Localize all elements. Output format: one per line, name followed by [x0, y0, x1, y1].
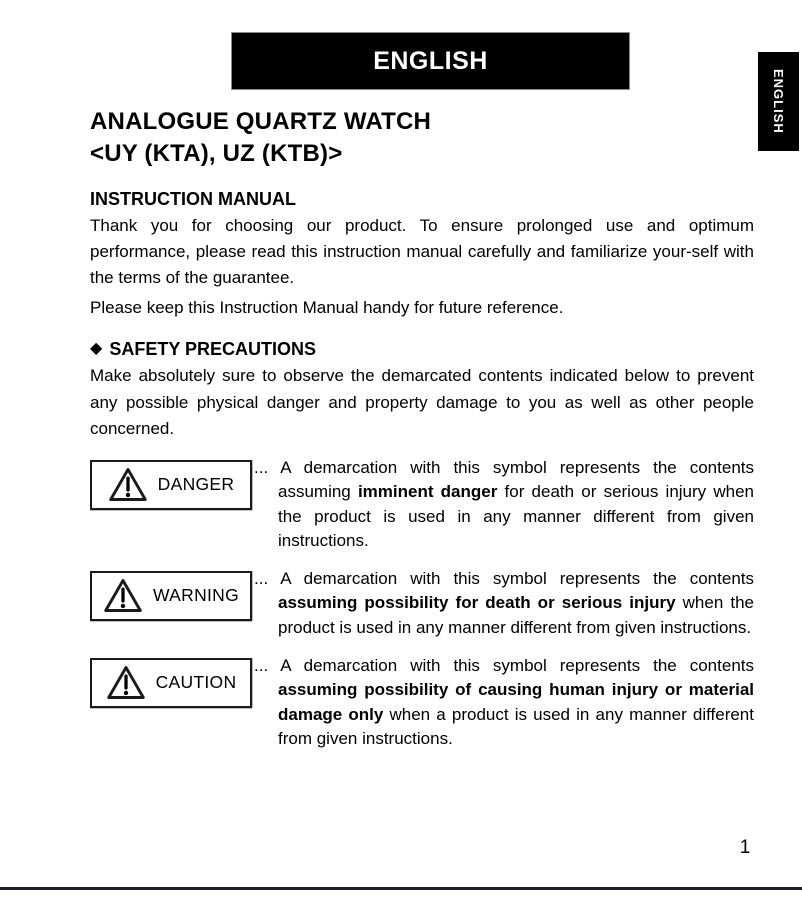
danger-label: DANGER [157, 474, 235, 494]
page-title [90, 106, 754, 170]
caution-row [90, 654, 754, 752]
caution-label: CAUTION [155, 672, 237, 693]
instruction-manual-heading: INSTRUCTION MANUAL [90, 189, 296, 209]
warning-box [90, 571, 252, 621]
language-side-tab [758, 52, 799, 151]
warning-triangle-icon [103, 577, 143, 614]
page-number: 1 [739, 837, 751, 858]
danger-row [90, 456, 754, 554]
warning-description: ... A demarcation with this symbol represents the contents assuming possibility for death or serious injury when the product is used in any manner different from given instructions. [254, 568, 754, 638]
keep-handy-paragraph: Please keep this Instruction Manual handy for future reference. [90, 298, 564, 317]
caution-box [90, 658, 252, 708]
warning-label: WARNING [152, 585, 240, 606]
bottom-rule [0, 887, 802, 890]
warning-triangle-icon [106, 664, 146, 701]
diamond-icon: ◆ [90, 340, 103, 357]
intro-paragraph: Thank you for choosing our product. To ensure prolonged use and optimum performance, please read this instruction manual carefully and familiarize your-self with the terms of the guarantee. [90, 216, 754, 287]
safety-intro-paragraph: Make absolutely sure to observe the demarcated contents indicated below to prevent any possible physical danger and property damage to you as well as other people concerned. [90, 366, 754, 438]
danger-box [90, 460, 252, 510]
safety-notices [90, 456, 754, 753]
warning-row [90, 567, 754, 641]
side-tab-label: ENGLISH [771, 69, 786, 134]
language-banner-label: ENGLISH [373, 46, 488, 75]
language-banner [231, 32, 630, 90]
title-line-2: <UY (KTA), UZ (KTB)> [90, 140, 343, 167]
caution-description: ... A demarcation with this symbol represents the contents assuming possibility of causing human injury or material damage only when a product is used in any manner different from given instructions. [254, 655, 754, 749]
safety-precautions-heading-label: SAFETY PRECAUTIONS [109, 339, 317, 359]
safety-precautions-heading [90, 338, 754, 360]
title-line-1: ANALOGUE QUARTZ WATCH [90, 108, 432, 135]
content-column [90, 106, 754, 765]
warning-triangle-icon [108, 466, 148, 503]
danger-description: ... A demarcation with this symbol represents the contents assuming imminent danger for death or serious injury when the product is used in any manner different from given instructions. [254, 457, 754, 551]
